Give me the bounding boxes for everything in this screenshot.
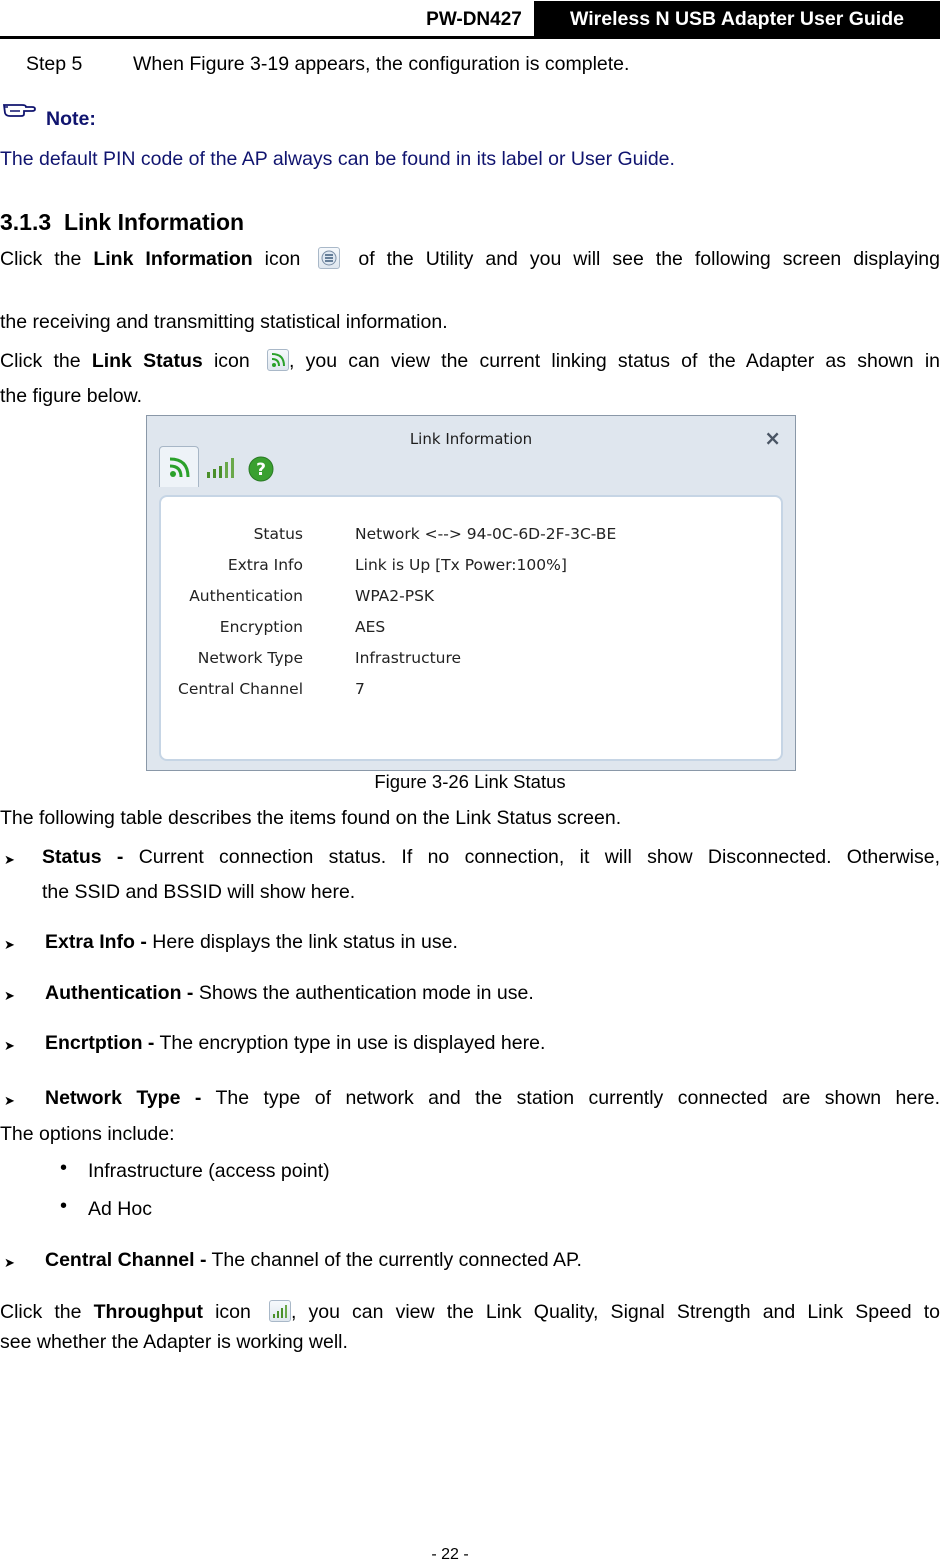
authentication-desc: Shows the authentication mode in use. [198,982,534,1004]
para2-post: , you can view the current linking status of the Adapter as shown in [288,350,940,372]
arrow-bullet-icon: ➤ [4,1093,15,1108]
throughput-icon [269,1300,291,1322]
status-term: Status - [42,846,124,868]
status-value: Network <--> 94-0C-6D-2F-3C-BE [355,525,617,543]
throughput-tab-icon[interactable] [205,454,239,485]
para2-line1 [0,349,940,373]
authentication-label: Authentication [189,587,303,605]
link-status-tab-icon[interactable] [167,454,193,485]
network-type-desc: The type of network and the station currently connected are shown here. [215,1087,940,1109]
para3-line1 [0,1300,940,1324]
para1-line2: the receiving and transmitting statistical information. [0,311,448,333]
svg-text:?: ? [256,460,266,480]
section-title: Link Information [63,209,245,235]
note-label: Note: [46,108,96,130]
para2-bold: Link Status [91,350,203,372]
network-type-label: Network Type [197,649,303,667]
encryption-desc: The encryption type in use is displayed here. [159,1032,546,1054]
para1-mid: icon [264,248,301,270]
step5-text: When Figure 3-19 appears, the configuration is complete. [133,53,630,75]
option-ad-hoc: Ad Hoc [88,1198,152,1220]
central-channel-value: 7 [355,680,365,698]
network-type-desc-line2: The options include: [0,1123,175,1145]
para1-post: of the Utility and you will see the following screen displaying [358,248,940,270]
para2-mid: icon [213,350,250,372]
arrow-bullet-icon: ➤ [4,852,15,867]
para2-pre: Click the [0,350,81,372]
arrow-bullet-icon: ➤ [4,937,15,952]
encryption-value: AES [355,618,386,636]
extra-info-desc: Here displays the link status in use. [152,931,458,953]
arrow-bullet-icon: ➤ [4,1255,15,1270]
para3-bold: Throughput [93,1301,203,1323]
para3-pre: Click the [0,1301,82,1323]
item-extra-info [45,931,458,954]
link-status-icon [267,349,289,371]
authentication-term: Authentication - [45,982,194,1004]
section-heading [0,209,244,236]
arrow-bullet-icon: ➤ [4,988,15,1003]
option-infrastructure: Infrastructure (access point) [88,1160,330,1182]
bullet-dot-icon: • [60,1157,68,1179]
close-icon[interactable]: × [764,426,781,450]
item-authentication [45,982,534,1005]
item-central-channel [45,1249,582,1272]
status-label: Status [253,525,303,543]
authentication-value: WPA2-PSK [355,587,435,605]
item-encryption [45,1032,545,1055]
link-information-icon [318,247,340,269]
para2-line2: the figure below. [0,385,143,407]
header-model: PW-DN427 [426,9,522,30]
note-text: The default PIN code of the AP always can be found in its label or User Guide. [0,148,675,170]
central-channel-desc: The channel of the currently connected AP. [211,1249,582,1271]
para3-post: , you can view the Link Quality, Signal Strength and Link Speed to [290,1301,940,1323]
status-desc: Current connection status. If no connection, it will show Disconnected. Otherwise, [138,846,940,868]
network-type-term: Network Type - [45,1087,202,1109]
page-number: - 22 - [431,1546,469,1563]
para1-line1 [0,247,940,271]
header-guide-title: Wireless N USB Adapter User Guide [534,1,940,36]
table-intro: The following table describes the items found on the Link Status screen. [0,807,622,829]
extra-info-term: Extra Info - [45,931,147,953]
para3-mid: icon [215,1301,251,1323]
window-title: Link Information [409,430,533,448]
para3-line2: see whether the Adapter is working well. [0,1331,348,1353]
extra-info-label: Extra Info [227,556,303,574]
link-info-panel [159,495,783,761]
central-channel-term: Central Channel - [45,1249,207,1271]
help-icon[interactable] [247,455,275,488]
link-information-window [146,415,796,771]
para1-pre: Click the [0,248,82,270]
item-network-type [45,1087,940,1110]
hand-pointer-icon [2,98,36,124]
arrow-bullet-icon: ➤ [4,1038,15,1053]
header-rule [0,36,940,39]
status-desc-line2: the SSID and BSSID will show here. [42,881,356,903]
encryption-label: Encryption [219,618,303,636]
extra-info-value: Link is Up [Tx Power:100%] [355,556,567,574]
item-status [42,846,940,869]
bullet-dot-icon: • [60,1195,68,1217]
para1-bold: Link Information [93,248,253,270]
encryption-term: Encrtption - [45,1032,155,1054]
network-type-value: Infrastructure [355,649,462,667]
section-number: 3.1.3 [0,209,52,235]
figure-caption: Figure 3-26 Link Status [374,771,566,792]
step5-label: Step 5 [26,53,83,75]
central-channel-label: Central Channel [178,680,303,698]
